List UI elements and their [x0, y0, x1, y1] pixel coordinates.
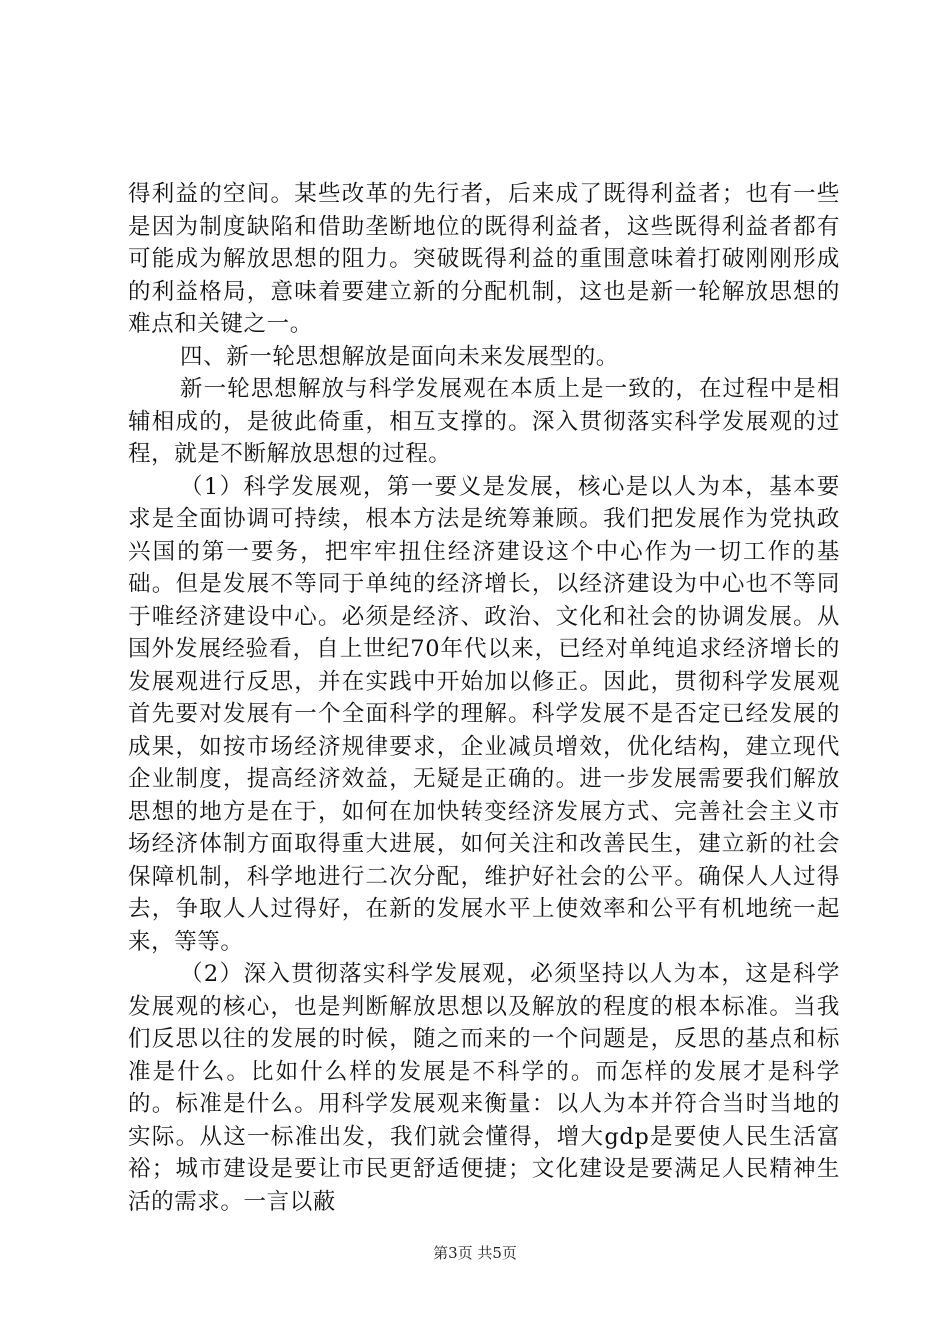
page-footer: 第3页 共5页: [433, 1244, 517, 1262]
section-heading-4: 四、新一轮思想解放是面向未来发展型的。: [180, 343, 619, 370]
paragraph-point-2: （2）深入贯彻落实科学发展观，必须坚持以人为本，这是科学发展观的核心，也是判断解放思想以及解放的程度的根本标准。当我们反思以往的发展的时候，随之而来的一个问题是，反思的基点和标准是什么。比如什么样的发展是不科学的。而怎样的发展才是科学的。标准是什么。用科学发展观来衡量：以人为本并符合当时当地的实际。从这一标准出发，我们就会懂得，增大gdp是要使人民生活富裕；城市建设是要让市民更舒适便捷；文化建设是要满足人民精神生活的需求。一言以蔽: [128, 961, 840, 1215]
paragraph-2: 新一轮思想解放与科学发展观在本质上是一致的，在过程中是相辅相成的，是彼此倚重，相互支撑的。深入贯彻落实科学发展观的过程，就是不断解放思想的过程。: [128, 376, 840, 467]
document-body: [128, 178, 840, 1218]
paragraph-point-1: （1）科学发展观，第一要义是发展，核心是以人为本，基本要求是全面协调可持续，根本方法是统筹兼顾。我们把发展作为党执政兴国的第一要务，把牢牢扭住经济建设这个中心作为一切工作的基础。但是发展不等同于单纯的经济增长，以经济建设为中心也不等同于唯经济建设中心。必须是经济、政治、文化和社会的协调发展。从国外发展经验看，自上世纪70年代以来，已经对单纯追求经济增长的发展观进行反思，并在实践中开始加以修正。因此，贯彻科学发展观首先要对发展有一个全面科学的理解。科学发展不是否定已经发展的成果，如按市场经济规律要求，企业减员增效，优化结构，建立现代企业制度，提高经济效益，无疑是正确的。进一步发展需要我们解放思想的地方是在于，如何在加快转变经济发展方式、完善社会主义市场经济体制方面取得重大进展，如何关注和改善民生，建立新的社会保障机制，科学地进行二次分配，维护好社会的公平。确保人人过得去，争取人人过得好，在新的发展水平上使效率和公平有机地统一起来，等等。: [128, 473, 840, 955]
paragraph-1: 得利益的空间。某些改革的先行者，后来成了既得利益者；也有一些是因为制度缺陷和借助垄断地位的既得利益者，这些既得利益者都有可能成为解放思想的阻力。突破既得利益的重围意味着打破刚刚形成的利益格局，意味着要建立新的分配机制，这也是新一轮解放思想的难点和关键之一。: [128, 181, 840, 337]
